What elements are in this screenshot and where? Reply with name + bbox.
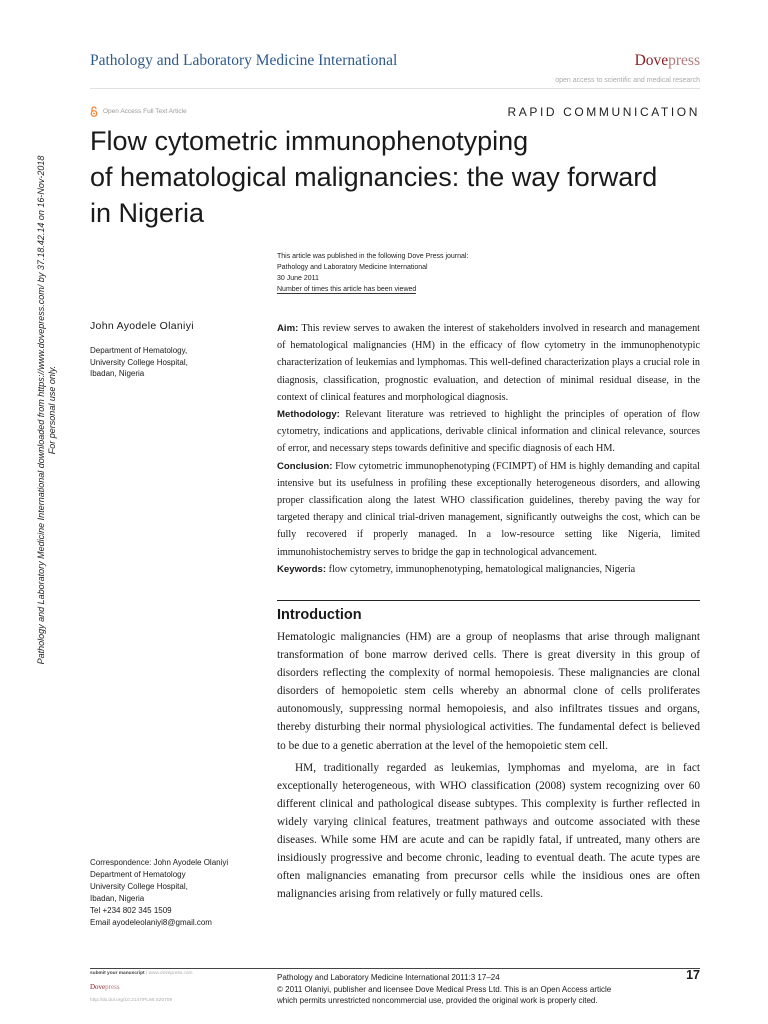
- submit-label: submit your manuscript: [90, 971, 145, 976]
- abstract-aim: [277, 320, 700, 406]
- methodology-text: Relevant literature was retrieved to highlight the principles of operation of flow cytometry, indications and applications, derivable clinical information and clinical relevance, sources of error, and necessary steps towards definitive and specific diagnosis of each HM.: [277, 409, 700, 455]
- affiliation-line-3: Ibadan, Nigeria: [90, 369, 145, 378]
- correspondence-hospital: University College Hospital,: [90, 881, 188, 891]
- methodology-label: Methodology:: [277, 409, 340, 421]
- keywords-label: Keywords:: [277, 563, 327, 575]
- download-watermark: [36, 140, 58, 680]
- aim-label: Aim:: [277, 323, 299, 334]
- footer-citation-block: [277, 972, 677, 1007]
- article-type: RAPID COMMUNICATION: [507, 105, 700, 119]
- introduction-paragraph-2: HM, traditionally regarded as leukemias, lymphomas and myeloma, are in fact exceptionally heterogeneous, with WHO classification (2008) system recognizing over 60 different clinical and pathological disease subtypes. This complexity is further reflected in widely varying clinical features, treatment pathways and outcome associated with these diseases. While some HM are acute and can be rapidly fatal, if untreated, many others are insidiously progressive and become chronic, leading to eventual death. The acute types are often malignancies emanating from precursor cells while the insidious ones are often malignancies arising from relatively or fully matured cells.: [277, 761, 700, 901]
- abstract-methodology: [277, 406, 700, 458]
- pubinfo-line-1: This article was published in the following Dove Press journal:: [277, 253, 469, 260]
- watermark-line-1: Pathology and Laboratory Medicine International downloaded from https://www.dovepress.com/ by 37.18.42.14 on 16-Nov-2018: [36, 155, 46, 665]
- conclusion-text: Flow cytometric immunophenotyping (FCIMPT) of HM is highly demanding and capital intensive but its usefulness in profiling these exceptionally heterogeneous disorders, and allowing proper classification along the latest WHO classification guidelines, thereby paving the way for targeted therapy and clinical trial-driven management, significantly outweighs the cost, which can be fully recovered if properly managed. In a low-resource setting like Nigeria, limited immunohistochemistry serves to bridge the gap in technological advancement.: [277, 460, 700, 558]
- introduction-paragraph-1: Hematologic malignancies (HM) are a group of neoplasms that arise through malignant transformation of bone marrow derived cells. There is great diversity in this group of disorders reflecting the complexity of normal hemopoiesis. These malignancies are clonal disorders of hemopoietic stem cells whereby an abnormal clone of cells proliferates autonomously, suppressing normal hemopoiesis, and also infiltrates tissues and organs, thereby disturbing their normal physiological activities. The fundamental defect is believed to be due to a genetic aberration at the level of the hemopoietic stem cell.: [277, 631, 700, 752]
- views-link[interactable]: Number of times this article has been viewed: [277, 286, 417, 293]
- conclusion-label: Conclusion:: [277, 460, 333, 472]
- open-access-badge: [90, 106, 187, 117]
- correspondence-name: Correspondence: John Ayodele Olaniyi: [90, 858, 229, 867]
- open-access-icon: [90, 106, 98, 117]
- footer-copyright-2: which permits unrestricted noncommercial use, provided the original work is properly cited.: [277, 996, 598, 1005]
- logo-dove-text: Dove: [634, 52, 669, 69]
- pubinfo-journal: Pathology and Laboratory Medicine International: [277, 264, 428, 271]
- affiliation-line-1: Department of Hematology,: [90, 346, 188, 355]
- correspondence-tel: Tel +234 802 345 1509: [90, 905, 172, 915]
- title-line-3: in Nigeria: [90, 198, 205, 228]
- abstract-conclusion: [277, 458, 700, 561]
- title-line-2: of hematological malignancies: the way forward: [90, 162, 658, 192]
- correspondence-city: Ibadan, Nigeria: [90, 893, 145, 903]
- publisher-tagline: open access to scientific and medical research: [555, 77, 700, 84]
- aim-text: This review serves to awaken the interest of stakeholders involved in research and management of hematological malignancies (HM) in the efficacy of flow cytometry in the immunophenotypic characterization of leukemias and lymphomas. This well-defined characterization plays a crucial role in diagnosis, classification, prognostic evaluation, and detection of minimal residual disease, in the context of clinical features and morphological diagnosis.: [277, 323, 700, 403]
- abstract: [277, 320, 700, 578]
- abstract-keywords: [277, 561, 700, 578]
- page-number: 17: [686, 968, 700, 982]
- open-access-label: Open Access Full Text Article: [103, 108, 187, 115]
- correspondence-dept: Department of Hematology: [90, 869, 186, 879]
- introduction-body: [277, 628, 700, 903]
- footer-divider: [90, 968, 700, 969]
- affiliation-line-2: University College Hospital,: [90, 357, 188, 367]
- footer-press-text: press: [105, 983, 120, 991]
- footer-copyright-1: © 2011 Olaniyi, publisher and licensee Dove Medical Press Ltd. This is an Open Access article: [277, 984, 612, 994]
- header-divider: [90, 88, 700, 89]
- pubinfo-date: 30 June 2011: [277, 275, 319, 282]
- footer-citation: Pathology and Laboratory Medicine International 2011:3 17–24: [277, 973, 500, 982]
- title-line-1: Flow cytometric immunophenotyping: [90, 126, 529, 156]
- submit-url: | www.dovepress.com: [145, 971, 193, 976]
- dovepress-logo[interactable]: [635, 52, 700, 70]
- author-name: John Ayodele Olaniyi: [90, 320, 194, 332]
- footer-dovepress-logo[interactable]: [90, 983, 120, 991]
- footer-dove-text: Dove: [90, 983, 106, 991]
- article-title: [90, 123, 710, 231]
- journal-name[interactable]: Pathology and Laboratory Medicine International: [90, 52, 398, 69]
- introduction-heading: Introduction: [277, 607, 362, 623]
- author-affiliation: [90, 345, 188, 380]
- correspondence-block: [90, 857, 228, 928]
- publication-info: [277, 251, 468, 295]
- correspondence-email[interactable]: Email ayodeleolaniyi8@gmail.com: [90, 917, 212, 927]
- introduction-divider: [277, 600, 700, 601]
- keywords-text: flow cytometry, immunophenotyping, hematological malignancies, Nigeria: [326, 563, 636, 575]
- logo-press-text: press: [668, 52, 700, 69]
- watermark-line-2: For personal use only.: [47, 365, 57, 455]
- submit-manuscript-link[interactable]: [90, 971, 193, 976]
- doi-link[interactable]: http://dx.doi.org/10.2147/PLMI.S20709: [90, 998, 173, 1003]
